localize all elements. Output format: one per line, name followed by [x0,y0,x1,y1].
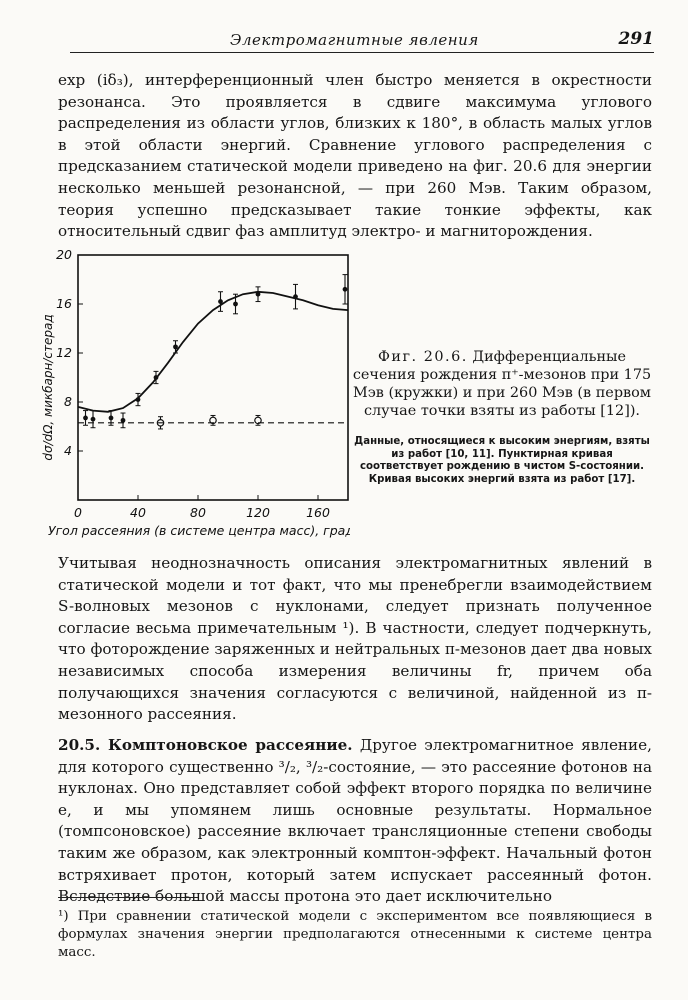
data-point-260mev [109,416,114,421]
data-point-260mev [91,417,96,422]
caption-text: Дифференциальные сечения рождения π⁺-мезонов при 175 Мэв (кружки) и при 260 Мэв (в первом случае точки взяты из работы [12]). [352,349,652,419]
footnote: ¹) При сравнении статической модели с экспериментом все появляющиеся в формулах значения энергии предполагаются отнесенными к системе центра масс. [58,909,652,960]
running-header [70,26,654,53]
data-point-260mev [233,302,238,307]
section-heading: 20.5. Комптоновское рассеяние. [58,736,353,754]
x-tick-label: 40 [130,505,146,520]
running-title: Электромагнитные явления [230,31,479,49]
y-tick-label: 4 [64,443,72,458]
caption-note: Данные, относящиеся к высоким энергиям, взяты из работ [10, 11]. Пунктирная кривая соответствует рождению в чистом S-состоянии. Кривая высоких энергий взята из работ [17]. [354,436,650,485]
y-tick-label: 8 [64,394,72,409]
paragraph-1-text: exp (iδ₃), интерференционный член быстро меняется в окрестности резонанса. Это проявляется в сдвиге максимума углового распределения из области углов, близких к 180°, в область малых углов в этой области энергий. Сравнение углового распределения с предсказанием статической модели приведено на фиг. 20.6 для энергии несколько меньшей резонансной, — при 260 Мэв. Таким образом, теория успешно предсказывает такие тонкие эффекты, как относительный сдвиг фаз амплитуд электро- и магниторождения. [58,71,652,241]
x-tick-label: 120 [246,505,270,520]
figure-caption [352,348,652,420]
y-tick-label: 16 [56,296,72,311]
paragraph-2 [58,553,652,726]
differential-cross-section-chart [30,245,350,545]
plot-frame [78,255,348,500]
high-energy-curve [78,292,348,412]
page-number: 291 [618,29,654,49]
paragraph-1 [58,70,652,243]
section-20-5 [58,735,652,908]
figure-20-6 [30,245,350,545]
paragraph-2-text: Учитывая неоднозначность описания электромагнитных явлений в статической модели и тот факт, что мы пренебрегли взаимодействием S-волновых мезонов с нуклонами, следует признать полученное согласие весьма примечательным ¹). В частности, следует подчеркнуть, что фоторождение заряженных и нейтральных π-мезонов дает два новых независимых способа измерения величины fr, причем оба получающихся значения согласуются с величиной, найденной из π-мезонного рассеяния. [58,554,652,724]
y-tick-label: 12 [56,345,72,360]
x-tick-label: 80 [190,505,206,520]
data-point-260mev [343,287,348,292]
footnote-rule [58,897,198,898]
figure-label: Фиг. 20.6. [377,349,468,365]
data-point-260mev [121,418,126,423]
data-point-260mev [83,416,88,421]
x-tick-label: 160 [306,505,330,520]
x-tick-label: 0 [74,505,82,520]
x-axis-label: Угол рассеяния (в системе центра масс), град [48,523,350,538]
section-text: Другое электромагнитное явление, для которого существенно ³/₂, ³/₂-состояние, — это рассеяние фотонов на нуклонах. Оно представляет собой эффект второго порядка по величине e, и мы упомянем лишь основные результаты. Нормальное (томпсоновское) рассеяние включает трансляционные степени свободы таким же образом, как электронный комптон-эффект. Начальный фотон встряхивает протон, который затем испускает рассеянный фотон. Вследствие большой массы протона это дает исключительно [58,736,652,906]
y-tick-label: 20 [56,247,72,262]
y-axis-label: dσ/dΩ, микбарн/стерад [41,314,55,461]
section-paragraph [58,735,652,908]
